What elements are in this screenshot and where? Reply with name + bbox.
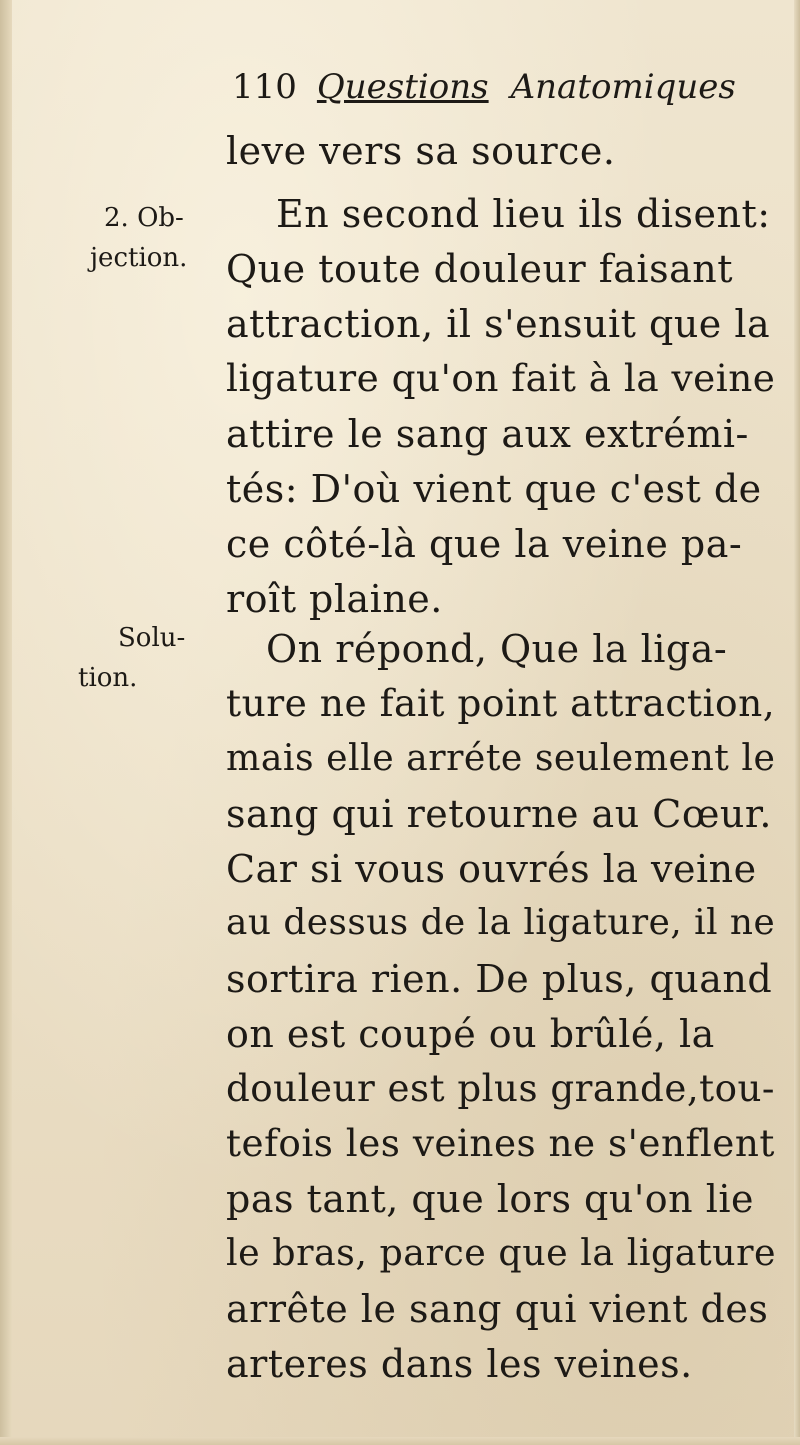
- margin-note-solution-line2: tion.: [78, 663, 138, 693]
- page-right-edge: [794, 0, 800, 1445]
- running-header: [232, 67, 736, 107]
- text-line: Que toute douleur faisant: [226, 247, 733, 291]
- text-line: ce côté-là que la veine pa-: [226, 522, 743, 566]
- text-line: leve vers sa source.: [226, 129, 616, 173]
- text-line: attraction, il s'ensuit que la: [226, 302, 771, 346]
- text-line: arteres dans les veines.: [226, 1342, 693, 1386]
- text-line: au dessus de la ligature, il ne: [226, 902, 776, 943]
- text-line: ligature qu'on fait à la veine: [226, 356, 776, 400]
- text-line: Car si vous ouvrés la veine: [226, 847, 757, 891]
- text-line: douleur est plus grande,tou-: [226, 1066, 775, 1110]
- text-line: roît plaine.: [226, 577, 443, 621]
- page-bottom-edge: [0, 1437, 800, 1445]
- text-line: attire le sang aux extrémi-: [226, 412, 749, 456]
- text-line: on est coupé ou brûlé, la: [226, 1012, 715, 1056]
- text-line: On répond, Que la liga-: [266, 627, 728, 671]
- page-number: 110: [232, 67, 297, 107]
- page-left-edge: [0, 0, 12, 1445]
- text-line: arrête le sang qui vient des: [226, 1287, 769, 1331]
- text-line: sortira rien. De plus, quand: [226, 957, 773, 1001]
- text-line: le bras, parce que la ligature: [226, 1231, 777, 1274]
- text-line: mais elle arréte seulement le: [226, 736, 776, 779]
- text-line: tés: D'où vient que c'est de: [226, 467, 762, 511]
- text-line: En second lieu ils disent:: [276, 192, 771, 236]
- margin-note-objection-line2: jection.: [90, 243, 188, 273]
- text-line: tefois les veines ne s'enflent: [226, 1121, 775, 1165]
- margin-note-solution-line1: Solu-: [118, 623, 186, 653]
- header-title-questions: Questions: [316, 67, 489, 107]
- text-line: sang qui retourne au Cœur.: [226, 792, 772, 836]
- text-line: ture ne fait point attraction,: [226, 681, 776, 725]
- margin-note-objection-line1: 2. Ob-: [104, 203, 184, 233]
- text-line: pas tant, que lors qu'on lie: [226, 1177, 755, 1221]
- header-title-anatomiques: Anatomiques: [510, 67, 736, 107]
